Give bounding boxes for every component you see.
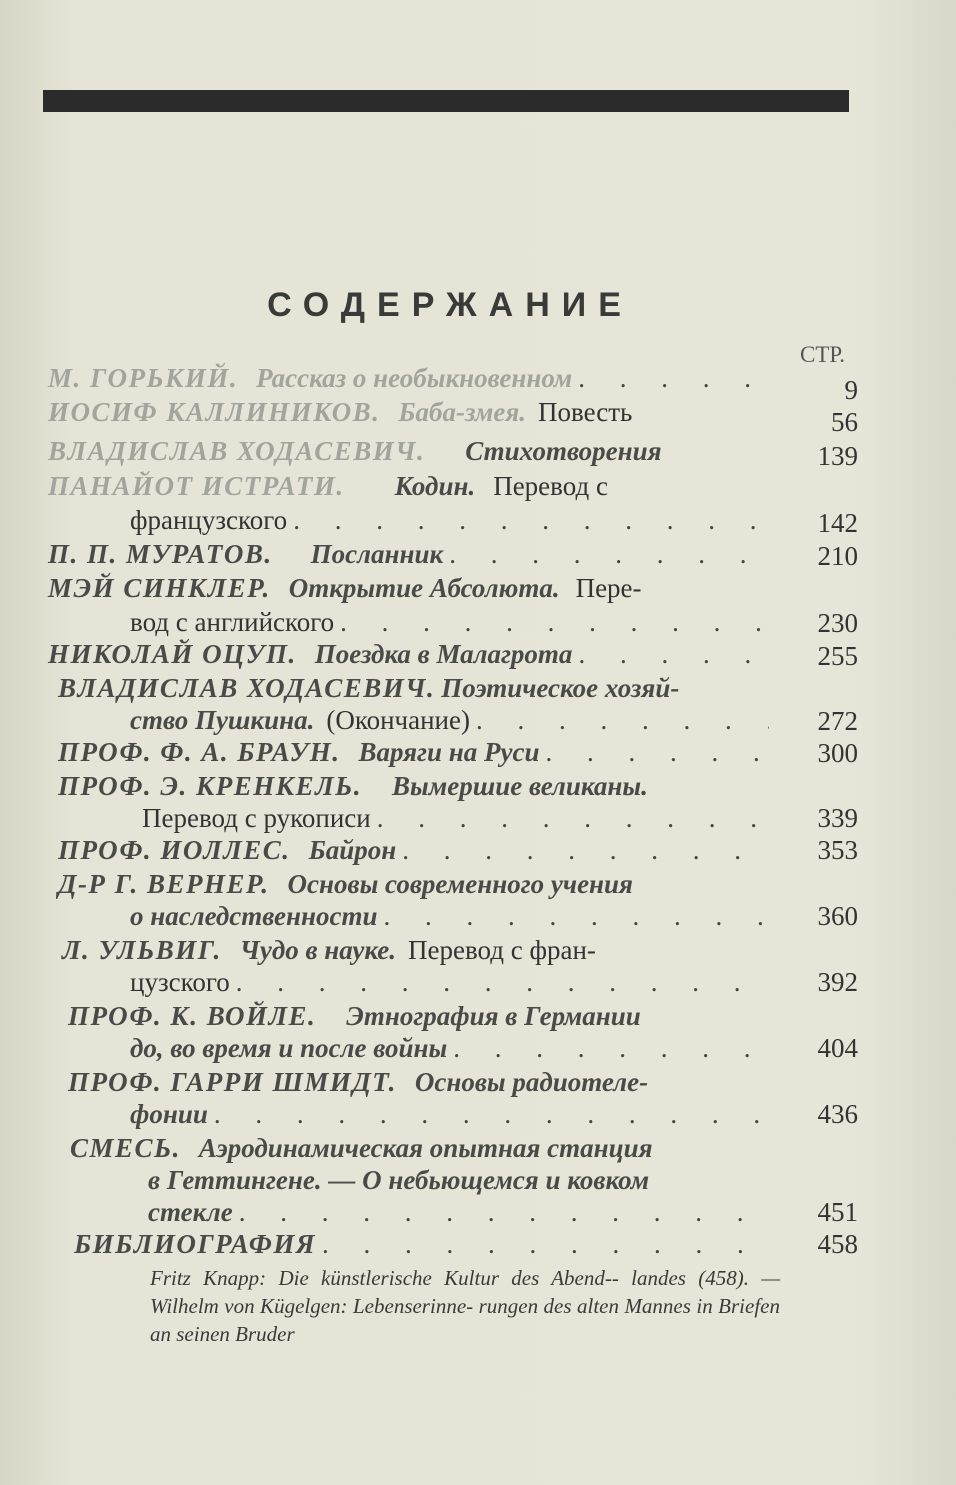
- toc-entry-continuation: фонии . . .: [130, 1098, 775, 1130]
- toc-entry: СМЕСЬ. Аэродинамическая опытная станция: [70, 1133, 653, 1163]
- page-number: 451: [817, 1197, 858, 1227]
- toc-entry-continuation: стекле . . .: [148, 1196, 775, 1228]
- toc-entry-continuation: в Геттингене. — О небьющемся и ковком: [148, 1165, 650, 1195]
- toc-entry: ВЛАДИСЛАВ ХОДАСЕВИЧ. Стихотворения: [48, 436, 662, 466]
- toc-entry: ПРОФ. Э. КРЕНКЕЛЬ. Вымершие великаны.: [58, 771, 648, 801]
- toc-entry: ПРОФ. К. ВОЙЛЕ. Этнография в Германии: [68, 1001, 641, 1031]
- toc-entry: П. П. МУРАТОВ. Посланник . . .: [48, 538, 773, 570]
- toc-entry-continuation: цузского . . .: [130, 966, 775, 998]
- page-number: 255: [817, 641, 858, 671]
- bibliography-note: Fritz Knapp: Die künstlerische Kultur des Abend-- landes (458). — Wilhelm von Kügelgen: Lebenserinne- rungen des alten Mannes in Briefen an seinen Bruder: [150, 1266, 780, 1346]
- toc-entry: БИБЛИОГРАФИЯ . . .: [74, 1228, 775, 1260]
- page-number: 272: [817, 706, 858, 736]
- toc-entry: ПАНАЙОТ ИСТРАТИ. Кодин. Перевод с: [48, 471, 608, 501]
- page-number: 9: [844, 375, 858, 405]
- toc-entry-continuation: о наследственности . . .: [130, 900, 775, 932]
- toc-entry-continuation: до, во время и после войны . . .: [130, 1032, 775, 1064]
- toc-entry: Л. УЛЬВИГ. Чудо в науке. Перевод с фран-: [62, 935, 596, 965]
- toc-entry: НИКОЛАЙ ОЦУП. Поездка в Малагрота . . .: [48, 638, 773, 670]
- page-column-label: СТР.: [800, 342, 846, 367]
- toc-entry: ПРОФ. ГАРРИ ШМИДТ. Основы радиотеле-: [68, 1067, 649, 1097]
- toc-entry: ИОСИФ КАЛЛИНИКОВ. Баба-змея. Повесть: [48, 397, 633, 427]
- page-number: 392: [817, 967, 858, 997]
- toc-entry: ВЛАДИСЛАВ ХОДАСЕВИЧ. Поэтическое хозяй-: [58, 673, 680, 703]
- toc-entry: М. ГОРЬКИЙ. Рассказ о необыкновенном . . .: [48, 362, 773, 394]
- page-title: СОДЕРЖАНИЕ: [267, 286, 633, 324]
- toc-entry: ПРОФ. ИОЛЛЕС. Байрон . . .: [58, 834, 773, 866]
- page-number: 353: [817, 835, 858, 865]
- page-number: 56: [831, 407, 858, 437]
- toc-entry: Д-Р Г. ВЕРНЕР. Основы современного учения: [58, 869, 633, 899]
- page-number: 139: [817, 441, 858, 471]
- page-number: 230: [817, 608, 858, 638]
- page-number: 436: [817, 1099, 858, 1129]
- page-number: 300: [817, 738, 858, 768]
- page-number: 458: [817, 1229, 858, 1259]
- toc-entry: МЭЙ СИНКЛЕР. Открытие Абсолюта. Пере-: [48, 573, 642, 603]
- toc-entry: ПРОФ. Ф. А. БРАУН. Варяги на Руси . . .: [58, 736, 773, 768]
- toc-entry-continuation: ство Пушкина. (Окончание) . . .: [130, 704, 775, 736]
- page-number: 404: [817, 1033, 858, 1063]
- page-number: 360: [817, 901, 858, 931]
- page-number: 339: [817, 803, 858, 833]
- toc-entry-continuation: Перевод с рукописи . . .: [142, 802, 775, 834]
- toc-entry-continuation: вод с английского . . .: [130, 606, 775, 638]
- page-number: 142: [817, 508, 858, 538]
- page-number: 210: [817, 541, 858, 571]
- top-rule: [43, 90, 849, 112]
- toc-entry-continuation: французского . . .: [130, 504, 775, 536]
